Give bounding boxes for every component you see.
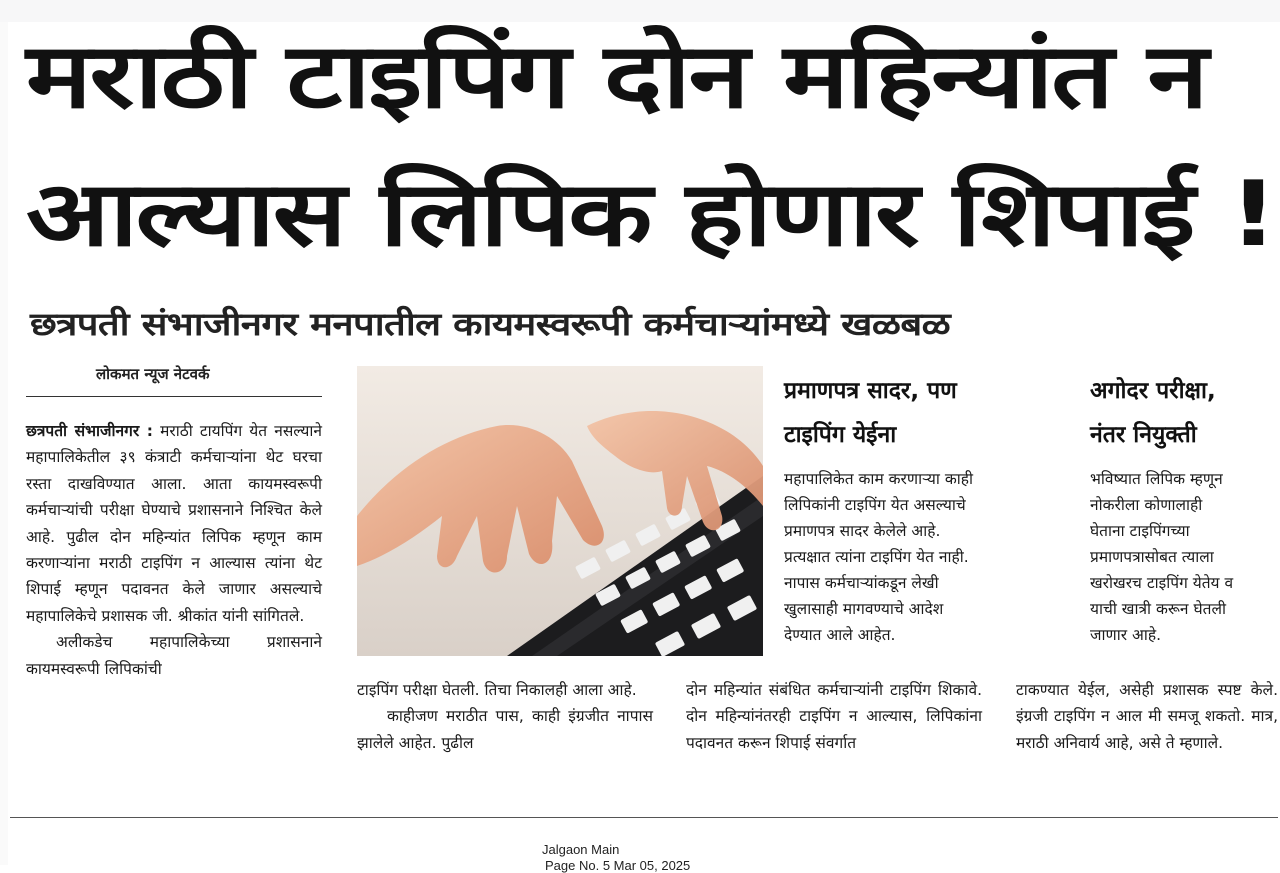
box2-line: प्रमाणपत्रासोबत त्याला [1090,548,1214,566]
box2-line: नोकरीला कोणालाही [1090,496,1203,514]
box1-line: नापास कर्मचाऱ्यांकडून लेखी [784,574,939,592]
subheadline: छत्रपती संभाजीनगर मनपातील कायमस्वरूपी कर्मचाऱ्यांमध्ये खळबळ [30,305,951,343]
box2-heading-1: अगोदर परीक्षा, [1090,378,1216,404]
col1-paragraph-1 [26,418,322,629]
edition-label: Jalgaon Main [542,842,620,857]
box2-line: जाणार आहे. [1090,626,1162,644]
col3-paragraph-1: दोन महिन्यांत संबंधित कर्मचाऱ्यांनी टाइपिंग शिकावे. दोन महिन्यांनंतरही टाइपिंग न आल्यास, लिपिकांना पदावनत करून शिपाई संवर्गात [686,681,982,752]
box1-line: महापालिकेत काम करणाऱ्या काही [784,470,973,488]
col2-paragraph-1: टाइपिंग परीक्षा घेतली. तिचा निकालही आला आहे. [357,681,637,699]
box1-heading-1: प्रमाणपत्र सादर, पण [784,378,957,404]
article-column-1 [26,418,322,682]
byline-rule [26,396,322,397]
article-column-4 [1016,677,1278,756]
headline-line-2: आल्यास लिपिक होणार शिपाई ! [26,162,1277,267]
box1-line: लिपिकांनी टाइपिंग येत असल्याचे [784,496,966,514]
article-column-2 [357,677,653,756]
byline: लोकमत न्यूज नेटवर्क [96,365,210,383]
left-edge [0,22,8,865]
box1-line: प्रमाणपत्र सादर केलेले आहे. [784,522,941,540]
col1-text: मराठी टायपिंग येत नसल्याने महापालिकेतील ३९ कंत्राटी कर्मचाऱ्यांना थेट घरचा रस्ता दाखविण्यात आला. आता कायमस्वरूपी कर्मचाऱ्यांची परीक्षा घेण्याचे प्रशासनाने निश्चित केले आहे. पुढील दोन महिन्यांत लिपिक म्हणून काम करणाऱ्यांना मराठी टाइपिंग न आल्यास त्यांना थेट शिपाई म्हणून पदावनत केले जाणार असल्याचे महापालिकेचे प्रशासक जी. श्रीकांत यांनी सांगितले. [26,422,322,625]
box1-text [784,466,973,648]
footer-rule [10,817,1278,818]
box1-line: प्रत्यक्षात त्यांना टाइपिंग येत नाही. [784,548,969,566]
headline-line-1: मराठी टाइपिंग दोन महिन्यांत न [26,24,1207,129]
box1-heading-2: टाइपिंग येईना [784,422,897,448]
col2-paragraph-2: काहीजण मराठीत पास, काही इंग्रजीत नापास झालेले आहेत. पुढील [357,707,653,752]
hands-typing-keyboard-image [357,366,763,656]
keyboard-photo [357,366,763,656]
top-strip [0,0,1280,22]
box2-line: खरोखरच टाइपिंग येतेय व [1090,574,1234,592]
box2-text [1090,466,1233,648]
box2-line: याची खात्री करून घेतली [1090,600,1226,618]
box2-line: घेताना टाइपिंगच्या [1090,522,1190,540]
col4-paragraph-1: टाकण्यात येईल, असेही प्रशासक स्पष्ट केले. इंग्रजी टाइपिंग न आल मी समजू शकतो. मात्र, मराठी अनिवार्य आहे, असे ते म्हणाले. [1016,681,1278,752]
box1-line: खुलासाही मागवण्याचे आदेश [784,600,944,618]
box1-line: देण्यात आले आहेत. [784,626,896,644]
page-date-label: Page No. 5 Mar 05, 2025 [545,858,691,873]
col1-paragraph-2: अलीकडेच महापालिकेच्या प्रशासनाने कायमस्वरूपी लिपिकांची [26,633,322,678]
box2-line: भविष्यात लिपिक म्हणून [1090,470,1223,488]
dateline: छत्रपती संभाजीनगर : [26,422,153,440]
box2-heading-2: नंतर नियुक्ती [1090,422,1197,448]
article-column-3 [686,677,982,756]
